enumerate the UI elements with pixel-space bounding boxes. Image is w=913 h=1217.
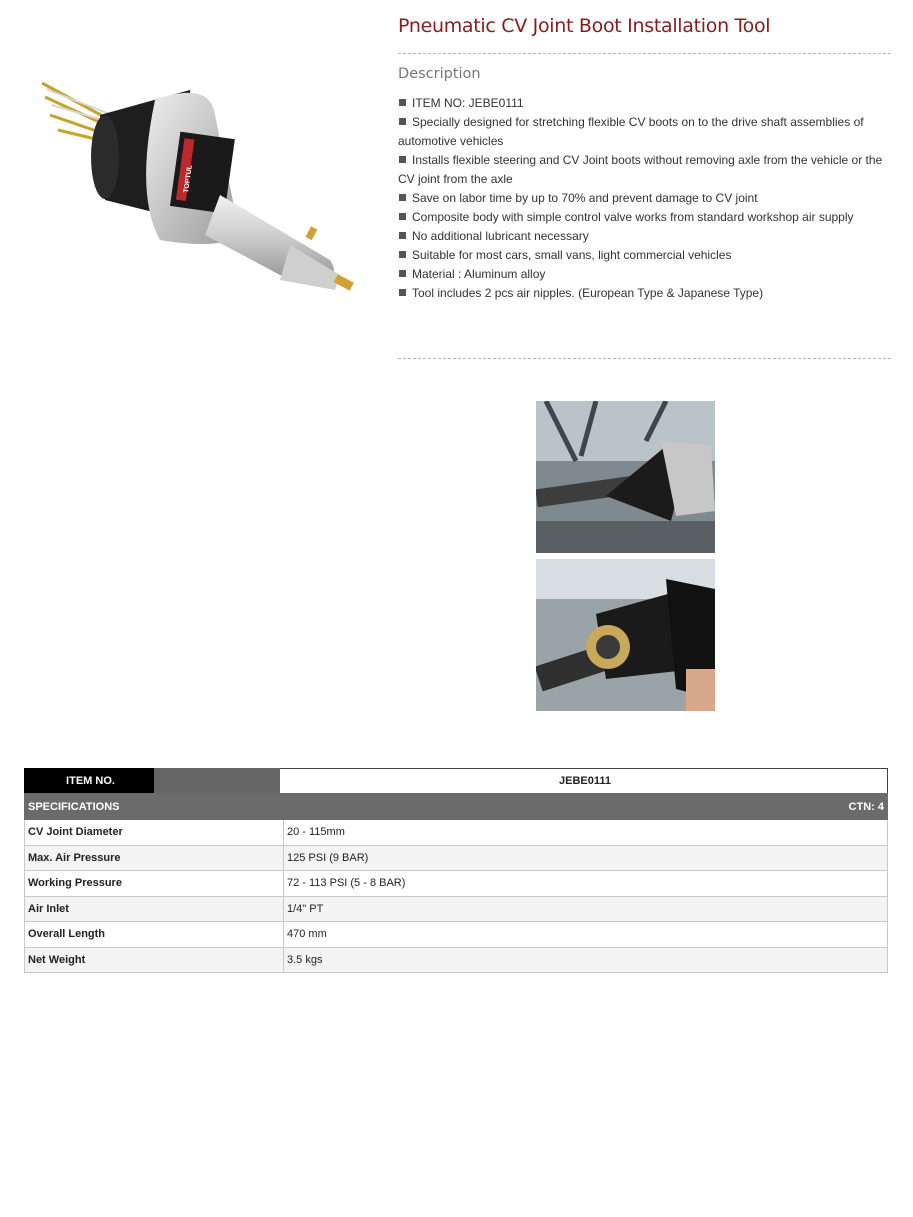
table-row	[25, 845, 888, 871]
list-item: Material : Aluminum alloy	[398, 265, 888, 284]
bullet-icon	[399, 251, 406, 258]
bullet-icon	[399, 270, 406, 277]
item-no-label: ITEM NO.	[25, 769, 154, 795]
spec-value: 470 mm	[284, 922, 888, 948]
feature-list	[398, 94, 888, 303]
spec-value: 1/4" PT	[284, 896, 888, 922]
item-no-row	[25, 769, 888, 795]
list-item: Installs flexible steering and CV Joint boots without removing axle from the vehicle or the CV joint from the axle	[398, 153, 883, 186]
spec-label: Net Weight	[25, 947, 284, 973]
bullet-icon	[399, 118, 406, 125]
specifications-label: SPECIFICATIONS	[25, 794, 284, 820]
description-heading: Description	[398, 66, 481, 82]
usage-photo-1	[536, 401, 715, 553]
item-no-spacer	[154, 769, 280, 795]
divider	[398, 53, 891, 54]
spec-label: Max. Air Pressure	[25, 845, 284, 871]
list-item: ITEM NO: JEBE0111	[398, 94, 888, 113]
spec-value: 72 - 113 PSI (5 - 8 BAR)	[284, 871, 888, 897]
bullet-icon	[399, 156, 406, 163]
list-item: Save on labor time by up to 70% and prevent damage to CV joint	[398, 189, 888, 208]
list-item: Composite body with simple control valve works from standard workshop air supply	[398, 208, 888, 227]
bullet-icon	[399, 289, 406, 296]
usage-photo-2	[536, 559, 715, 711]
bullet-icon	[399, 213, 406, 220]
bullet-icon	[399, 232, 406, 239]
table-row	[25, 947, 888, 973]
spec-label: Air Inlet	[25, 896, 284, 922]
list-item: Specially designed for stretching flexible CV boots on to the drive shaft assemblies of automotive vehicles	[398, 115, 864, 148]
spec-label: Overall Length	[25, 922, 284, 948]
specification-table	[24, 768, 888, 795]
spec-value: 125 PSI (9 BAR)	[284, 845, 888, 871]
list-item: Suitable for most cars, small vans, light commercial vehicles	[398, 246, 888, 265]
bullet-icon	[399, 99, 406, 106]
bullet-icon	[399, 194, 406, 201]
divider	[398, 358, 891, 359]
brand-label: TOPTUL	[183, 164, 194, 194]
table-row	[25, 820, 888, 846]
spec-label: Working Pressure	[25, 871, 284, 897]
specifications-header	[25, 794, 888, 820]
list-item: Tool includes 2 pcs air nipples. (European Type & Japanese Type)	[398, 284, 888, 303]
spec-value: 3.5 kgs	[284, 947, 888, 973]
table-row	[25, 871, 888, 897]
spec-label: CV Joint Diameter	[25, 820, 284, 846]
list-item: No additional lubricant necessary	[398, 227, 888, 246]
ctn-label: CTN: 4	[284, 794, 888, 820]
table-row	[25, 922, 888, 948]
spec-value: 20 - 115mm	[284, 820, 888, 846]
specification-details	[24, 793, 888, 973]
product-title: Pneumatic CV Joint Boot Installation Tool	[398, 15, 771, 37]
table-row	[25, 896, 888, 922]
product-image	[40, 75, 370, 305]
item-no-value: JEBE0111	[280, 769, 888, 795]
